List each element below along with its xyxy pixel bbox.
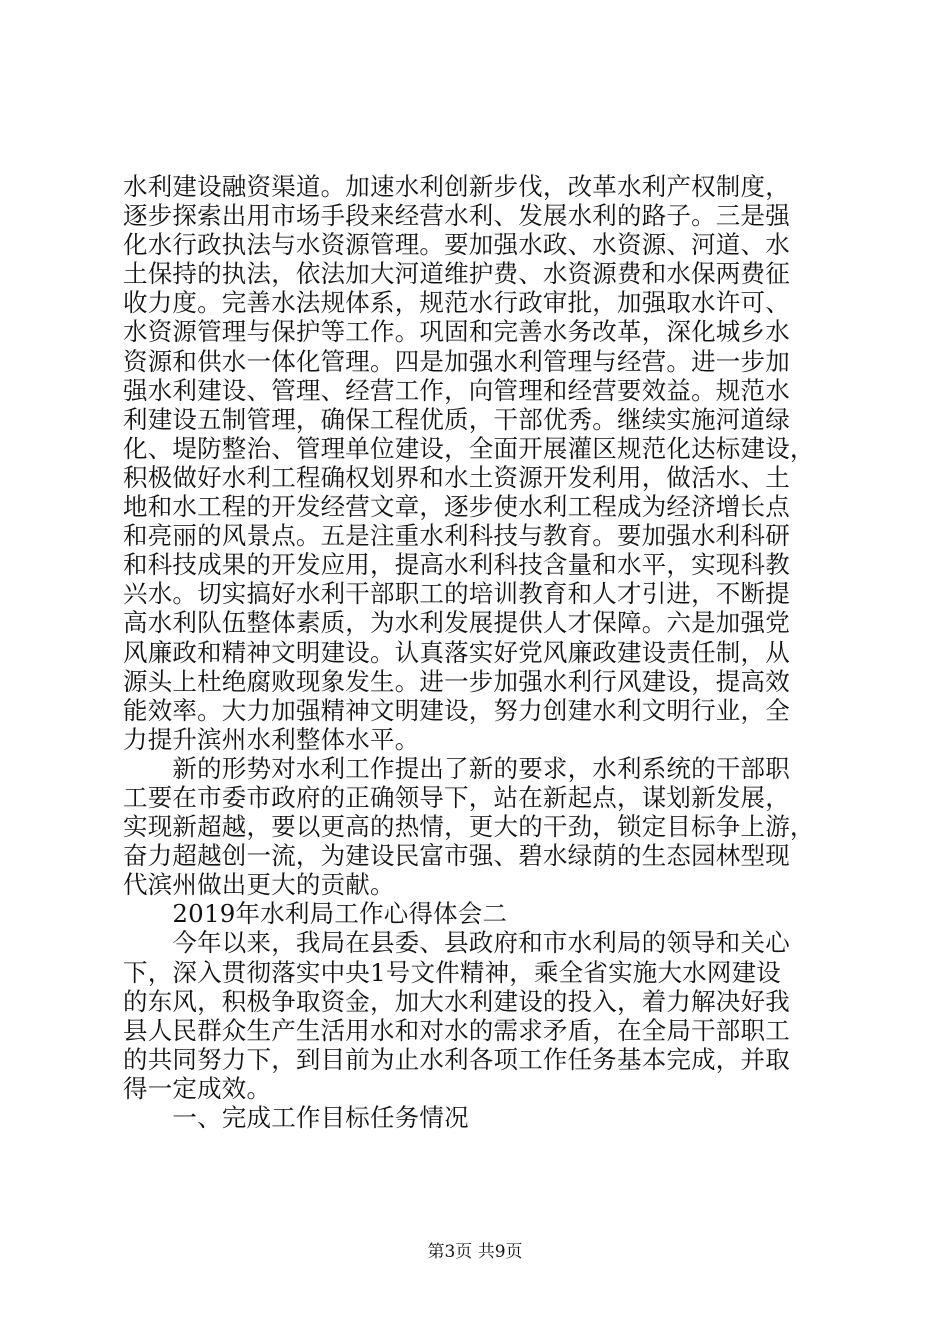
text-line: 的共同努力下，到目前为止水利各项工作任务基本完成，并取 xyxy=(123,1044,790,1074)
text-line: 代滨州做出更大的贡献。 xyxy=(123,870,395,900)
text-line: 资源和供水一体化管理。四是加强水利管理与经营。进一步加 xyxy=(123,346,790,376)
text-line: 今年以来，我局在县委、县政府和市水利局的领导和关心 xyxy=(123,928,790,958)
text-line: 实现新超越，要以更高的热情，更大的干劲，锁定目标争上游， xyxy=(123,812,815,842)
text-line: 风廉政和精神文明建设。认真落实好党风廉政建设责任制，从 xyxy=(123,637,790,667)
text-line: 和科技成果的开发应用，提高水利科技含量和水平，实现科教 xyxy=(123,550,790,580)
text-line: 土保持的执法，依法加大河道维护费、水资源费和水保两费征 xyxy=(123,259,790,289)
text-line: 地和水工程的开发经营文章，逐步使水利工程成为经济增长点 xyxy=(123,492,790,522)
text-line: 逐步探索出用市场手段来经营水利、发展水利的路子。三是强 xyxy=(123,201,790,231)
text-line: 积极做好水利工程确权划界和水土资源开发利用，做活水、土 xyxy=(123,462,790,492)
text-line: 高水利队伍整体素质，为水利发展提供人才保障。六是加强党 xyxy=(123,608,790,638)
text-line: 收力度。完善水法规体系，规范水行政审批，加强取水许可、 xyxy=(123,288,790,318)
text-line: 奋力超越创一流，为建设民富市强、碧水绿荫的生态园林型现 xyxy=(123,841,790,871)
text-line: 化水行政执法与水资源管理。要加强水政、水资源、河道、水 xyxy=(123,230,790,260)
text-line: 一、完成工作目标任务情况 xyxy=(123,1103,469,1132)
text-line: 源头上杜绝腐败现象发生。进一步加强水利行风建设，提高效 xyxy=(123,666,790,696)
text-line: 工要在市委市政府的正确领导下，站在新起点，谋划新发展， xyxy=(123,782,790,812)
text-line: 新的形势对水利工作提出了新的要求，水利系统的干部职 xyxy=(123,753,790,783)
text-line: 2019年水利局工作心得体会二 xyxy=(123,899,508,929)
text-line: 得一定成效。 xyxy=(123,1073,272,1103)
text-line: 利建设五制管理，确保工程优质，干部优秀。继续实施河道绿 xyxy=(123,404,790,434)
text-line: 强水利建设、管理、经营工作，向管理和经营要效益。规范水 xyxy=(123,375,790,405)
text-line: 下，深入贯彻落实中央1号文件精神，乘全省实施大水网建设 xyxy=(123,957,781,987)
text-line: 和亮丽的风景点。五是注重水利科技与教育。要加强水利科研 xyxy=(123,521,790,551)
text-line: 县人民群众生产生活用水和对水的需求矛盾，在全局干部职工 xyxy=(123,1015,790,1045)
text-line: 水资源管理与保护等工作。巩固和完善水务改革，深化城乡水 xyxy=(123,317,790,347)
document-body xyxy=(123,172,835,1132)
text-line: 力提升滨州水利整体水平。 xyxy=(123,724,420,754)
page-footer: 第3页 共9页 xyxy=(427,1242,523,1262)
text-line: 水利建设融资渠道。加速水利创新步伐，改革水利产权制度， xyxy=(123,172,790,201)
text-line: 化、堤防整治、管理单位建设，全面开展灌区规范化达标建设， xyxy=(123,433,815,463)
text-line: 的东风，积极争取资金，加大水利建设的投入，着力解决好我 xyxy=(123,986,790,1016)
text-line: 能效率。大力加强精神文明建设，努力创建水利文明行业，全 xyxy=(123,695,790,725)
text-line: 兴水。切实搞好水利干部职工的培训教育和人才引进，不断提 xyxy=(123,579,790,609)
